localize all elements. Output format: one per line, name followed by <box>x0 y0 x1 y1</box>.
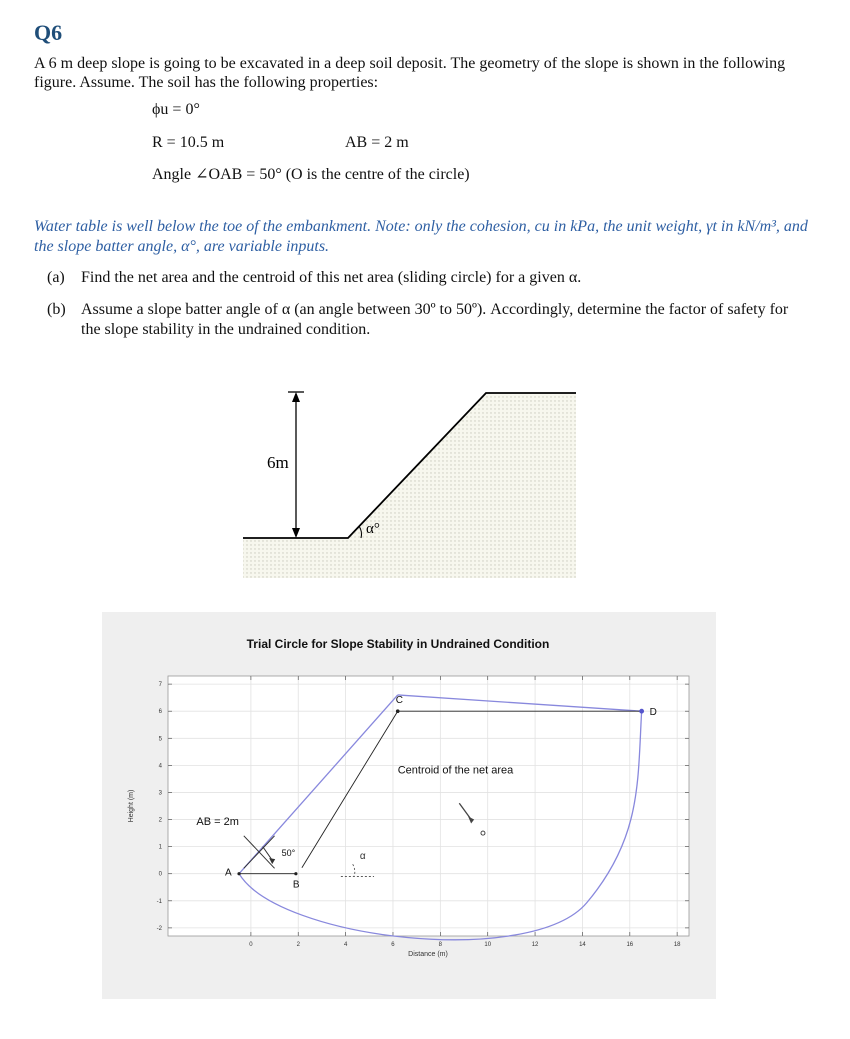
arrowhead-top-icon <box>292 392 300 402</box>
y-tick-label: -1 <box>156 898 162 905</box>
x-tick-label: 4 <box>343 942 348 948</box>
label-d: D <box>649 707 657 719</box>
part-b-label: (b) <box>47 301 66 318</box>
prop-radius: R = 10.5 m <box>152 134 225 151</box>
label-centroid: Centroid of the net area <box>397 764 514 777</box>
x-tick-label: 14 <box>579 942 586 948</box>
label-a: A <box>225 867 232 879</box>
prop-ab: AB = 2 m <box>345 134 409 151</box>
slope-sketch <box>230 380 590 590</box>
depth-label: 6m <box>267 453 289 472</box>
chart-title: Trial Circle for Slope Stability in Undrained Condition <box>246 637 550 651</box>
question-title: Q6 <box>34 20 63 45</box>
x-tick-label: 12 <box>531 942 539 948</box>
part-b-text: Assume a slope batter angle of α (an angle between 30º to 50º). Accordingly, determine the factor of safety for the slope stability in the undrained condition. <box>81 301 789 338</box>
point-a <box>237 872 240 875</box>
label-c: C <box>395 695 403 707</box>
x-tick-label: 18 <box>673 942 681 948</box>
y-tick-label: 0 <box>158 871 162 878</box>
arrowhead-bottom-icon <box>292 528 300 538</box>
y-tick-label: 3 <box>158 790 162 797</box>
plot-area <box>168 676 689 936</box>
y-tick-label: 4 <box>158 763 162 770</box>
label-b: B <box>292 879 300 891</box>
alpha-label: α° <box>366 521 380 537</box>
x-tick-label: 2 <box>296 942 300 948</box>
part-b <box>47 300 827 344</box>
label-ab: AB = 2m <box>196 815 239 828</box>
y-axis-label: Height (m) <box>128 789 135 823</box>
question-intro: A 6 m deep slope is going to be excavated in a deep soil deposit. The geometry of the slope is shown in the following figure. Assume. The soil has the following properties: <box>34 55 786 91</box>
x-axis-label: Distance (m) <box>408 951 448 958</box>
part-a-text: Find the net area and the centroid of this net area (sliding circle) for a given α. <box>81 269 582 286</box>
label-angle50: 50° <box>281 848 296 859</box>
point-b <box>294 872 297 875</box>
y-tick-label: 5 <box>158 736 162 743</box>
centroid-point <box>481 831 485 835</box>
point-d <box>639 709 644 714</box>
y-tick-label: 7 <box>158 682 162 689</box>
soil-region <box>243 393 576 578</box>
y-tick-label: 1 <box>158 844 162 851</box>
y-tick-label: 6 <box>158 709 162 716</box>
part-a <box>47 268 827 290</box>
x-tick-label: 0 <box>249 942 253 948</box>
x-tick-label: 6 <box>391 942 395 948</box>
x-tick-label: 10 <box>484 942 492 948</box>
point-c <box>396 709 400 713</box>
prop-angle: Angle ∠OAB = 50° (O is the centre of the circle) <box>152 166 470 183</box>
part-a-label: (a) <box>47 269 65 286</box>
y-tick-label: -2 <box>156 925 162 932</box>
label-alpha: α <box>359 850 366 862</box>
prop-phi: ϕu = 0° <box>152 101 200 118</box>
trial-circle-chart <box>102 612 716 999</box>
x-tick-label: 16 <box>626 942 634 948</box>
y-tick-label: 2 <box>158 817 162 824</box>
water-table-note: Water table is well below the toe of the embankment. Note: only the cohesion, cu in kPa, the unit weight, γt in kN/m³, and the slope batter angle, α°, are variable inputs. <box>34 218 808 255</box>
x-tick-label: 8 <box>438 942 443 948</box>
